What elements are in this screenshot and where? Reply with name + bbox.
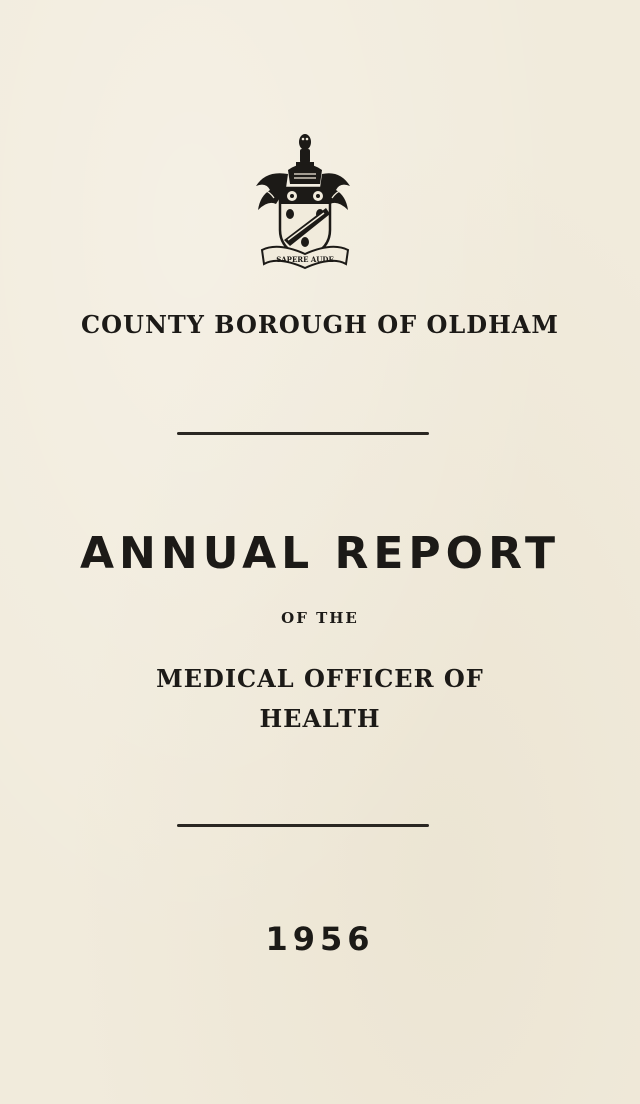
divider-bottom <box>177 824 429 827</box>
divider-top <box>177 432 429 435</box>
report-year: 1956 <box>265 920 375 958</box>
organization-name: COUNTY BOROUGH OF OLDHAM <box>81 310 559 339</box>
title-connector: OF THE <box>281 609 359 627</box>
report-subtitle-line1: MEDICAL OFFICER OF <box>156 664 484 693</box>
report-subtitle-line2: HEALTH <box>259 704 381 733</box>
report-title: ANNUAL REPORT <box>80 528 560 579</box>
coat-of-arms-icon <box>248 130 358 275</box>
crest-motto: SAPERE AUDE <box>276 255 334 264</box>
